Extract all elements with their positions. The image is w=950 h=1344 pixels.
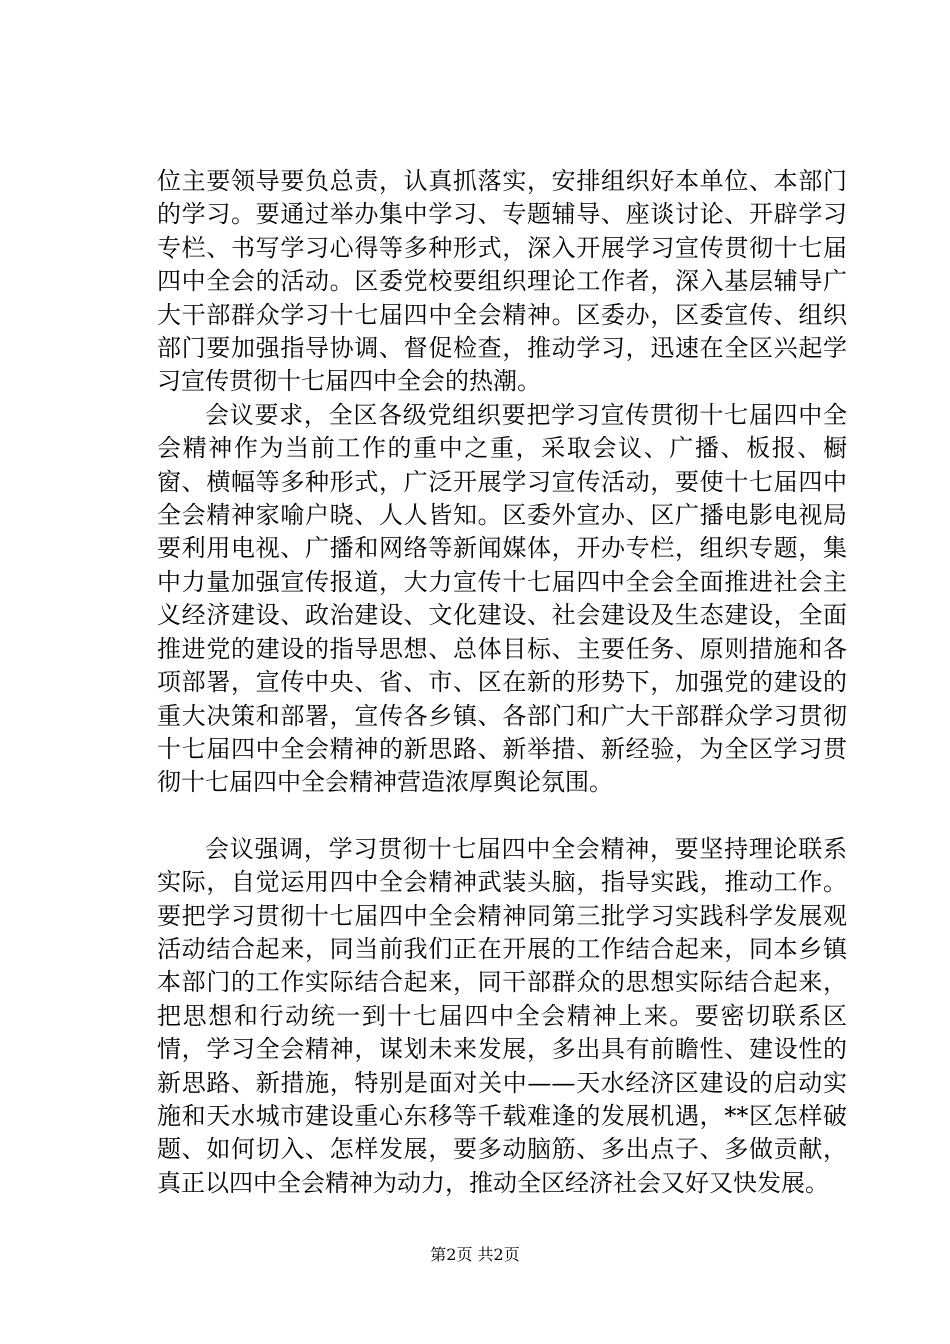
paragraph-meeting-emphasis: 会议强调，学习贯彻十七届四中全会精神，要坚持理论联系实际，自觉运用四中全会精神武装头脑，指导实践，推动工作。要把学习贯彻十七届四中全会精神同第三批学习实践科学发展观活动结合起来，同当前我们正在开展的工作结合起来，同本乡镇本部门的工作实际结合起来，同干部群众的思想实际结合起来，把思想和行动统一到十七届四中全会精神上来。要密切联系区情，学习全会精神，谋划未来发展，多出具有前瞻性、建设性的新思路、新措施，特别是面对关中——天水经济区建设的启动实施和天水城市建设重心东移等千载难逢的发展机遇，**区怎样破题、如何切入、怎样发展，要多动脑筋、多出点子、多做贡献，真正以四中全会精神为动力，推动全区经济社会又好又快发展。 <box>157 834 847 1197</box>
page-number-footer: 第2页 共2页 <box>430 1245 520 1264</box>
document-body <box>157 165 847 1200</box>
paragraph-continuation: 位主要领导要负总责，认真抓落实，安排组织好本单位、本部门的学习。要通过举办集中学习、专题辅导、座谈讨论、开辟学习专栏、书写学习心得等多种形式，深入开展学习宣传贯彻十七届四中全会的活动。区委党校要组织理论工作者，深入基层辅导广大干部群众学习十七届四中全会精神。区委办，区委宣传、组织部门要加强指导协调、督促检查，推动学习，迅速在全区兴起学习宣传贯彻十七届四中全会的热潮。 <box>157 167 847 396</box>
paragraph-meeting-requirements: 会议要求，全区各级党组织要把学习宣传贯彻十七届四中全会精神作为当前工作的重中之重，采取会议、广播、板报、橱窗、横幅等多种形式，广泛开展学习宣传活动，要使十七届四中全会精神家喻户晓、人人皆知。区委外宣办、区广播电影电视局要利用电视、广播和网络等新闻媒体，开办专栏，组织专题，集中力量加强宣传报道，大力宣传十七届四中全会全面推进社会主义经济建设、政治建设、文化建设、社会建设及生态建设，全面推进党的建设的指导思想、总体目标、主要任务、原则措施和各项部署，宣传中央、省、市、区在新的形势下，加强党的建设的重大决策和部署，宣传各乡镇、各部门和广大干部群众学习贯彻十七届四中全会精神的新思路、新举措、新经验，为全区学习贯彻十七届四中全会精神营造浓厚舆论氛围。 <box>157 400 847 797</box>
